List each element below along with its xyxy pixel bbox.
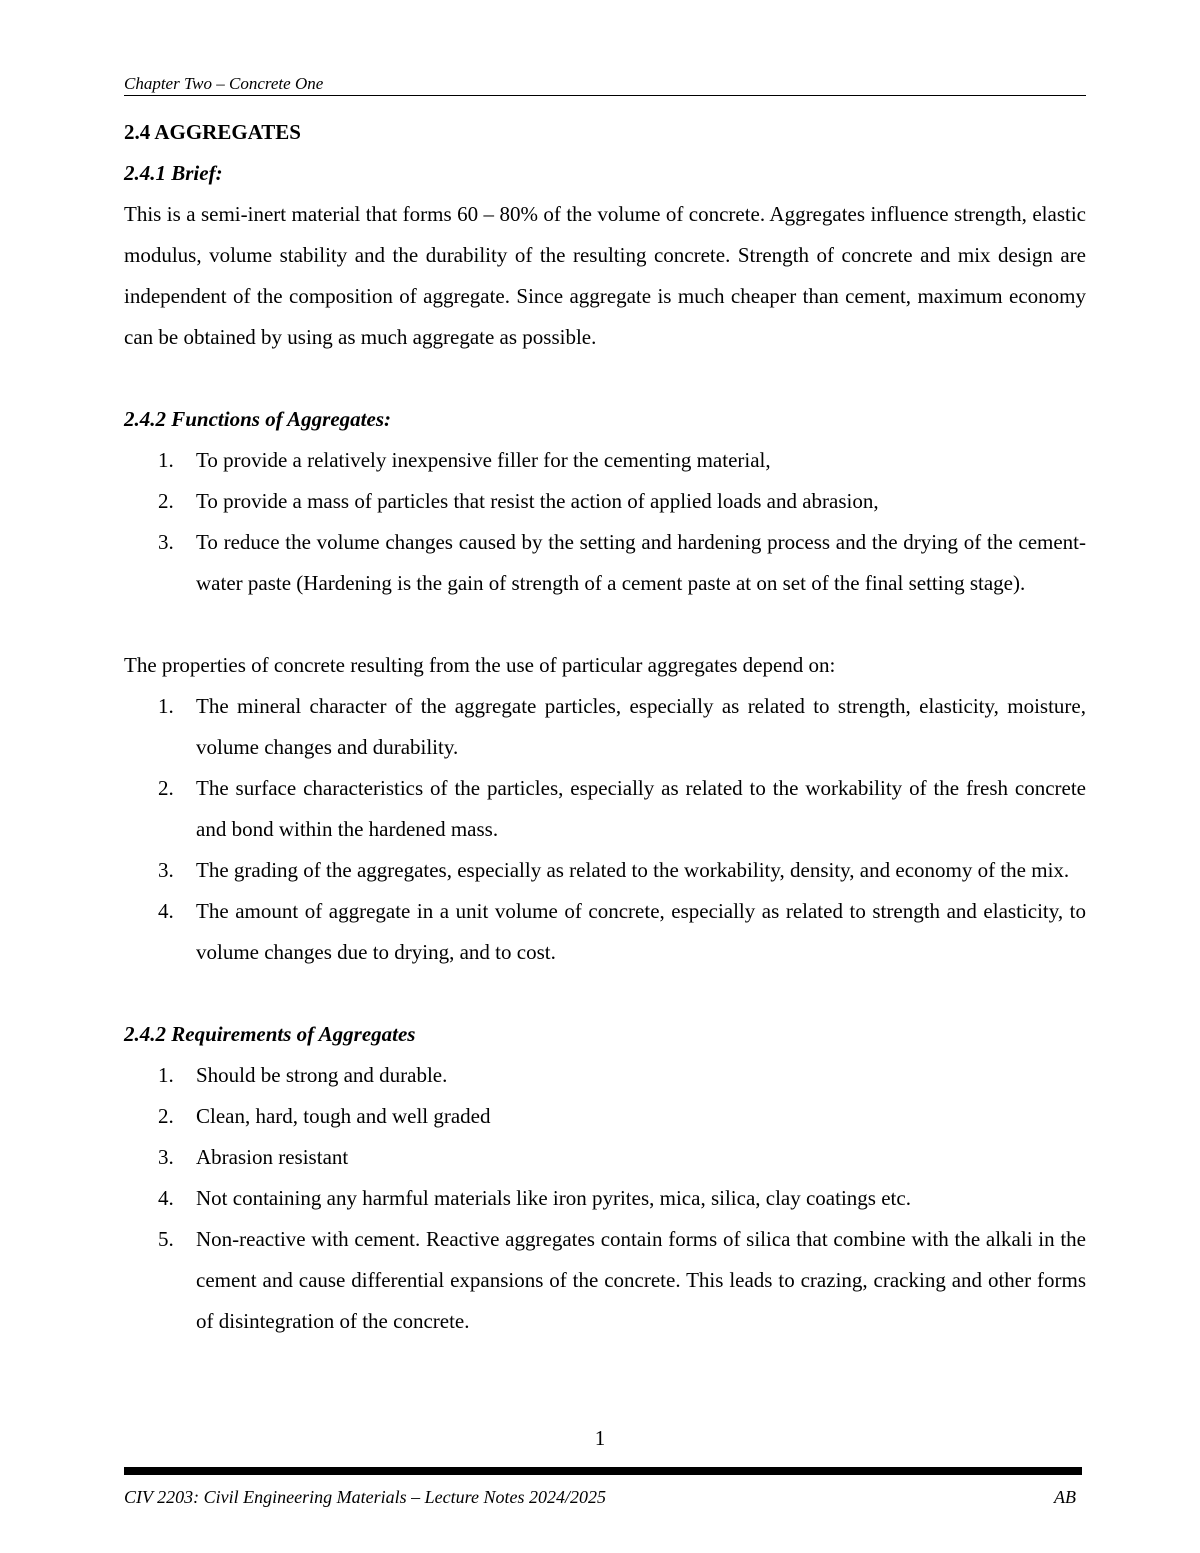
- list-number: 1.: [158, 694, 174, 718]
- list-number: 4.: [158, 1186, 174, 1210]
- list-number: 2.: [158, 1104, 174, 1128]
- list-number: 2.: [158, 489, 174, 513]
- requirements-heading: 2.4.2 Requirements of Aggregates: [124, 1022, 416, 1046]
- list-item: [124, 1096, 1086, 1137]
- list-text: The amount of aggregate in a unit volume of concrete, especially as related to strength and elasticity, to volume changes due to drying, and to cost.: [196, 899, 1086, 964]
- list-text: The surface characteristics of the particles, especially as related to the workability of the fresh concrete and bond within the hardened mass.: [196, 776, 1086, 841]
- list-text: Not containing any harmful materials like iron pyrites, mica, silica, clay coatings etc.: [196, 1186, 911, 1210]
- list-item: [124, 440, 1086, 481]
- running-header: Chapter Two – Concrete One: [124, 74, 1086, 96]
- page-number: 1: [594, 1426, 606, 1450]
- list-item: [124, 1219, 1086, 1342]
- list-text: To provide a relatively inexpensive filler for the cementing material,: [196, 448, 771, 472]
- list-text: To provide a mass of particles that resist the action of applied loads and abrasion,: [196, 489, 879, 513]
- list-number: 3.: [158, 530, 174, 554]
- list-item: [124, 686, 1086, 768]
- list-number: 3.: [158, 1145, 174, 1169]
- functions-heading: 2.4.2 Functions of Aggregates:: [124, 407, 391, 431]
- brief-heading: 2.4.1 Brief:: [124, 161, 223, 185]
- properties-list: [124, 686, 1086, 973]
- running-footer: [124, 1486, 1076, 1508]
- list-number: 3.: [158, 858, 174, 882]
- brief-paragraph: This is a semi-inert material that forms 60 – 80% of the volume of concrete. Aggregates influence strength, elastic modulus, volume stability and the durability of the resulting concrete. Strength of concrete and mix design are independent of the composition of aggregate. Since aggregate is much cheaper than cement, maximum economy can be obtained by using as much aggregate as possible.: [124, 202, 1086, 349]
- list-text: Non-reactive with cement. Reactive aggregates contain forms of silica that combine with the alkali in the cement and cause differential expansions of the concrete. This leads to crazing, cracking and other forms of disintegration of the concrete.: [196, 1227, 1086, 1333]
- footer-course: CIV 2203: Civil Engineering Materials – Lecture Notes 2024/2025: [124, 1487, 606, 1507]
- list-item: [124, 522, 1086, 604]
- section-title: 2.4 AGGREGATES: [124, 120, 301, 144]
- requirements-list: [124, 1055, 1086, 1342]
- footer-rule: [124, 1467, 1082, 1475]
- list-item: [124, 1137, 1086, 1178]
- list-item: [124, 1055, 1086, 1096]
- list-item: [124, 481, 1086, 522]
- properties-intro: The properties of concrete resulting from the use of particular aggregates depend on:: [124, 653, 836, 677]
- list-text: Should be strong and durable.: [196, 1063, 448, 1087]
- list-number: 5.: [158, 1227, 174, 1251]
- list-text: The mineral character of the aggregate particles, especially as related to strength, elasticity, moisture, volume changes and durability.: [196, 694, 1086, 759]
- page-content: [124, 112, 1086, 1342]
- list-text: Abrasion resistant: [196, 1145, 349, 1169]
- list-number: 1.: [158, 448, 174, 472]
- list-number: 1.: [158, 1063, 174, 1087]
- list-text: To reduce the volume changes caused by the setting and hardening process and the drying of the cement-water paste (Hardening is the gain of strength of a cement paste at on set of the final setting stage).: [196, 530, 1086, 595]
- list-item: [124, 1178, 1086, 1219]
- list-text: The grading of the aggregates, especially as related to the workability, density, and economy of the mix.: [196, 858, 1070, 882]
- list-text: Clean, hard, tough and well graded: [196, 1104, 491, 1128]
- list-item: [124, 891, 1086, 973]
- footer-initials: AB: [1054, 1487, 1076, 1507]
- list-number: 4.: [158, 899, 174, 923]
- functions-list: [124, 440, 1086, 604]
- list-item: [124, 850, 1086, 891]
- list-number: 2.: [158, 776, 174, 800]
- list-item: [124, 768, 1086, 850]
